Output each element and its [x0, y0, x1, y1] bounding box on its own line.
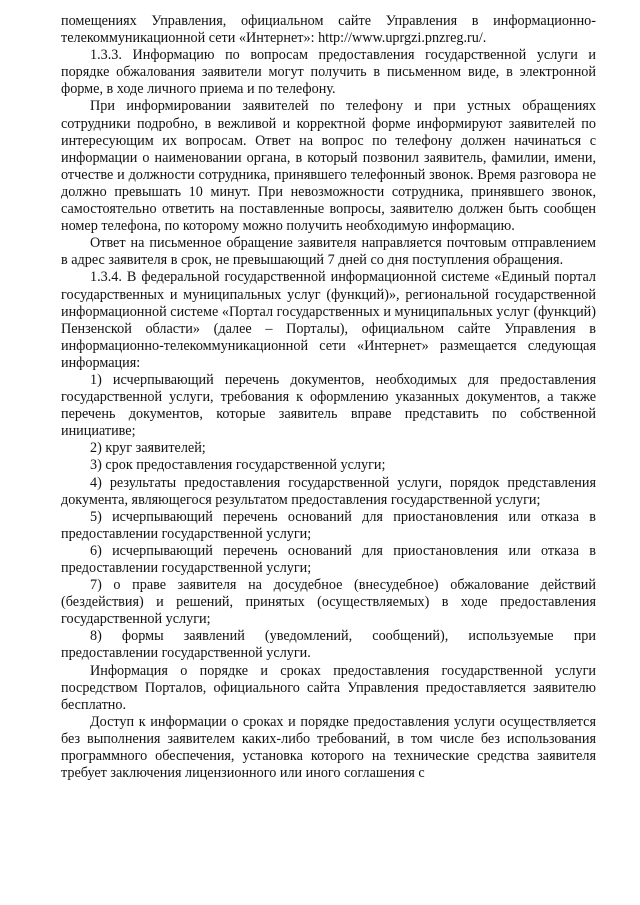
paragraph-1-3-3: 1.3.3. Информацию по вопросам предоставления государственной услуги и порядке обжалования заявители могут получить в письменном виде, в электронной форме, в ходе личного приема и по телефону. [61, 47, 596, 98]
list-item-6: 6) исчерпывающий перечень оснований для приостановления или отказа в предоставлении государственной услуги; [61, 542, 596, 576]
list-item-8: 8) формы заявлений (уведомлений, сообщений), используемые при предоставлении государственной услуги. [61, 628, 596, 662]
paragraph-written-response: Ответ на письменное обращение заявителя направляется почтовым отправлением в адрес заявителя в срок, не превышающий 7 дней со дня поступления обращения. [61, 235, 596, 269]
paragraph-phone-informing: При информировании заявителей по телефону и при устных обращениях сотрудники подробно, в вежливой и корректной форме информируют заявителей по интересующим их вопросам. Ответ на вопрос по телефону должен начинаться с информации о наименовании органа, в который позвонил заявитель, фамилии, имени, отчестве и должности сотрудника, принявшего телефонный звонок. Время разговора не должно превышать 10 минут. При невозможности сотрудника, принявшего звонок, самостоятельно ответить на поставленные вопросы, заявителю должен быть сообщен номер телефона, по которому можно получить необходимую информацию. [61, 98, 596, 235]
paragraph-1-3-4: 1.3.4. В федеральной государственной информационной системе «Единый портал государственных и муниципальных услуг (функций)», региональной государственной информационной системе «Портал государственных и муниципальных услуг (функций) Пензенской области» (далее – Порталы), официальном сайте Управления в информационно-телекоммуникационной сети «Интернет» размещается следующая информация: [61, 269, 596, 371]
list-item-4: 4) результаты предоставления государственной услуги, порядок представления документа, являющегося результатом предоставления государственной услуги; [61, 474, 596, 508]
document-page [61, 13, 596, 782]
list-item-7: 7) о праве заявителя на досудебное (внесудебное) обжалование действий (бездействия) и решений, принятых (осуществляемых) в ходе предоставления государственной услуги; [61, 577, 596, 628]
paragraph-website-address: помещениях Управления, официальном сайте Управления в информационно-телекоммуникационной сети «Интернет»: http://www.uprgzi.pnzreg.ru/. [61, 13, 596, 47]
list-item-3: 3) срок предоставления государственной услуги; [90, 457, 386, 474]
paragraph-portal-info-free: Информация о порядке и сроках предоставления государственной услуги посредством Порталов, официального сайта Управления предоставляется заявителю бесплатно. [61, 662, 596, 713]
list-item-1: 1) исчерпывающий перечень документов, необходимых для предоставления государственной услуги, требования к оформлению указанных документов, а также перечень документов, которые заявитель вправе представить по собственной инициативе; [61, 371, 596, 440]
list-item-2: 2) круг заявителей; [90, 440, 206, 457]
paragraph-access-to-info: Доступ к информации о сроках и порядке предоставления услуги осуществляется без выполнения заявителем каких-либо требований, в том числе без использования программного обеспечения, установка которого на технические средства заявителя требует заключения лицензионного или иного соглашения с [61, 713, 596, 782]
list-item-5: 5) исчерпывающий перечень оснований для приостановления или отказа в предоставлении государственной услуги; [61, 508, 596, 542]
